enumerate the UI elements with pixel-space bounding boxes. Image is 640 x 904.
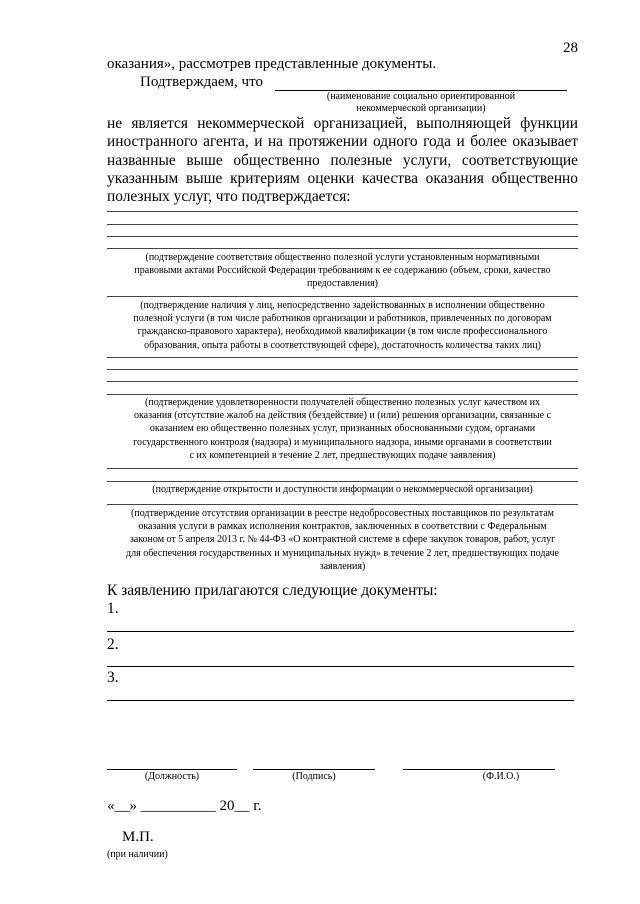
caption-openness: [107, 483, 578, 496]
fill-line[interactable]: [107, 468, 578, 469]
fill-line[interactable]: [107, 296, 578, 297]
caption-line: (подтверждение соответствия общественно полезной услуги установленным нормативными: [145, 252, 540, 263]
caption-service-compliance: [107, 251, 578, 291]
caption-line: гражданско-правового характера), необходимой квалификации (в том числе профессионального: [137, 326, 548, 338]
caption-line: (подтверждение открытости и доступности информации о некоммерческой организации): [152, 484, 533, 495]
lead-line: оказания», рассмотрев представленные документы.: [107, 56, 437, 72]
attachments-title: К заявлению прилагаются следующие документы:: [107, 582, 438, 599]
attachment-field-2[interactable]: [107, 666, 574, 667]
position-field[interactable]: [107, 769, 237, 770]
caption-line: (подтверждение отсутствия организации в реестре недобросовестных поставщиков по результатам: [131, 508, 554, 519]
signature-label: (Подпись): [292, 771, 336, 782]
position-label: (Должность): [144, 771, 200, 782]
fill-line[interactable]: [107, 211, 578, 212]
caption-line: государственного контроля (надзора) и муниципального надзора, иными органами в соответствии: [133, 436, 552, 448]
caption-line: образования, опыта работы в соответствующей сфере), достаточность количества таких лиц): [144, 339, 541, 351]
caption-line: правовыми актами Российской Федерации требованиям к ее содержанию (объем, сроки, качество: [134, 265, 551, 277]
caption-line: законом от 5 апреля 2013 г. № 44-ФЗ «О контрактной системе в сфере закупок товаров, работ, услуг: [129, 534, 556, 546]
body-line: иностранного агента, и на протяжении одного года и более оказывает: [107, 133, 578, 151]
fill-line[interactable]: [107, 504, 578, 505]
body-line: названные выше общественно полезные услуги, соответствующие: [107, 151, 578, 169]
caption-line: заявления): [319, 560, 366, 572]
caption-unreliable-suppliers: [107, 507, 578, 573]
fill-line[interactable]: [107, 381, 578, 382]
caption-line: оказания (отсутствие жалоб на действия (бездействие) и (или) решения организации, связанные с: [133, 410, 552, 422]
org-caption-line2: некоммерческой организации): [356, 103, 486, 114]
stamp-note: (при наличии): [107, 849, 168, 860]
fill-line[interactable]: [107, 357, 578, 358]
fill-line[interactable]: [107, 224, 578, 225]
stamp-label: М.П.: [122, 829, 154, 845]
caption-line: (подтверждение наличия у лиц, непосредственно задействованных в исполнении общественно: [140, 300, 545, 311]
caption-line: оказанием ею общественно полезных услуг, признанных обоснованными судом, органами: [149, 423, 536, 435]
caption-line: для обеспечения государственных и муниципальных нужд» в течение 2 лет, предшествующих подаче: [126, 547, 559, 559]
date-line: «__» __________ 20__ г.: [107, 798, 262, 814]
confirm-prefix: Подтверждаем, что: [140, 74, 263, 90]
fill-line[interactable]: [107, 481, 578, 482]
org-caption-line1: (наименование социально ориентированной: [326, 91, 516, 102]
caption-line: (подтверждение удовлетворенности получателей общественно полезных услуг качеством их: [145, 397, 540, 408]
caption-recipient-satisfaction: [107, 396, 578, 462]
attachment-field-3[interactable]: [107, 700, 574, 701]
caption-line: оказания услуги в рамках исполнения контрактов, заключенных в соответствии с Федеральным: [138, 521, 547, 533]
signature-field[interactable]: [253, 769, 375, 770]
attachment-number: 1.: [107, 600, 119, 617]
caption-line: предоставления): [306, 278, 378, 290]
attachment-number: 2.: [107, 636, 119, 653]
fill-line[interactable]: [107, 369, 578, 370]
attachment-field-1[interactable]: [107, 631, 574, 632]
fill-line[interactable]: [107, 236, 578, 237]
caption-staff-qualification: [107, 299, 578, 352]
body-line: не является некоммерческой организацией, выполняющей функции: [107, 115, 578, 132]
full-name-field[interactable]: [403, 769, 555, 770]
caption-line: с их компетенцией в течение 2 лет, предшествующих подаче заявления): [189, 449, 496, 461]
page-number: 28: [563, 40, 578, 56]
fill-line[interactable]: [107, 394, 578, 395]
attachment-number: 3.: [107, 669, 119, 686]
full-name-label: (Ф.И.О.): [482, 771, 520, 782]
body-line: полезных услуг, что подтверждается:: [107, 188, 351, 206]
fill-line[interactable]: [107, 248, 578, 249]
body-line: указанным выше критериям оценки качества оказания общественно: [107, 169, 578, 187]
confirmation-paragraph: [107, 115, 578, 206]
caption-line: полезной услуги (в том числе работников организации и работников, привлеченных по договорам: [133, 313, 552, 325]
